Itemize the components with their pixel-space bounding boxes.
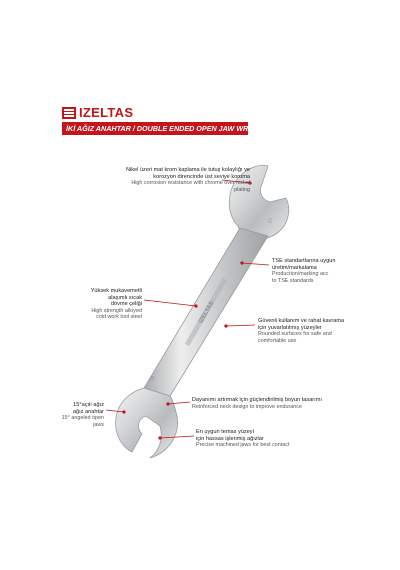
product-title-banner: İKİ AĞIZ ANAHTAR / DOUBLE ENDED OPEN JAW WRENCH xyxy=(62,122,248,135)
annotation-rounded: Güvenli kullanım ve rahat kavrama için yuvarlatılmış yüzeyler Rounded surfaces for safe and comfortable use xyxy=(258,318,345,344)
bottom-jaw xyxy=(116,388,178,458)
annotation-angle: 15°açılı ağız ağız anahtar 15° angeled open jaws xyxy=(61,402,104,428)
annotation-steel: Yüksek mukavemetli alaşımlı sıcak dövme çeliği High strength alloyed cold work tool steel xyxy=(90,288,142,321)
size-bottom: 19 xyxy=(148,375,157,383)
annotation-jaws: En uygun temas yüzeyi için hassas işlenmiş ağızlar Precise machined jaws for best contact xyxy=(196,429,290,449)
logo-text: IZELTAS xyxy=(79,105,134,120)
size-top: 17 xyxy=(266,217,275,225)
annotation-tse: TSE standartlarına uygun üretim/markalama Production/marking acc to TSE standards xyxy=(272,258,336,284)
annotation-plating: Nikel üzeri mat krom kaplama ile tutuş kolaylığı ve korozyon direncinde üst seviye koruma High corrosion resistance with chrome over nickel plating xyxy=(125,167,250,193)
annotation-neck: Dayanımı artırmak için güçlendirilmiş boyun tasarımı Reinforced neck design to improve endurance xyxy=(192,397,322,410)
wrench-engraving: IZELTAS xyxy=(198,300,216,325)
